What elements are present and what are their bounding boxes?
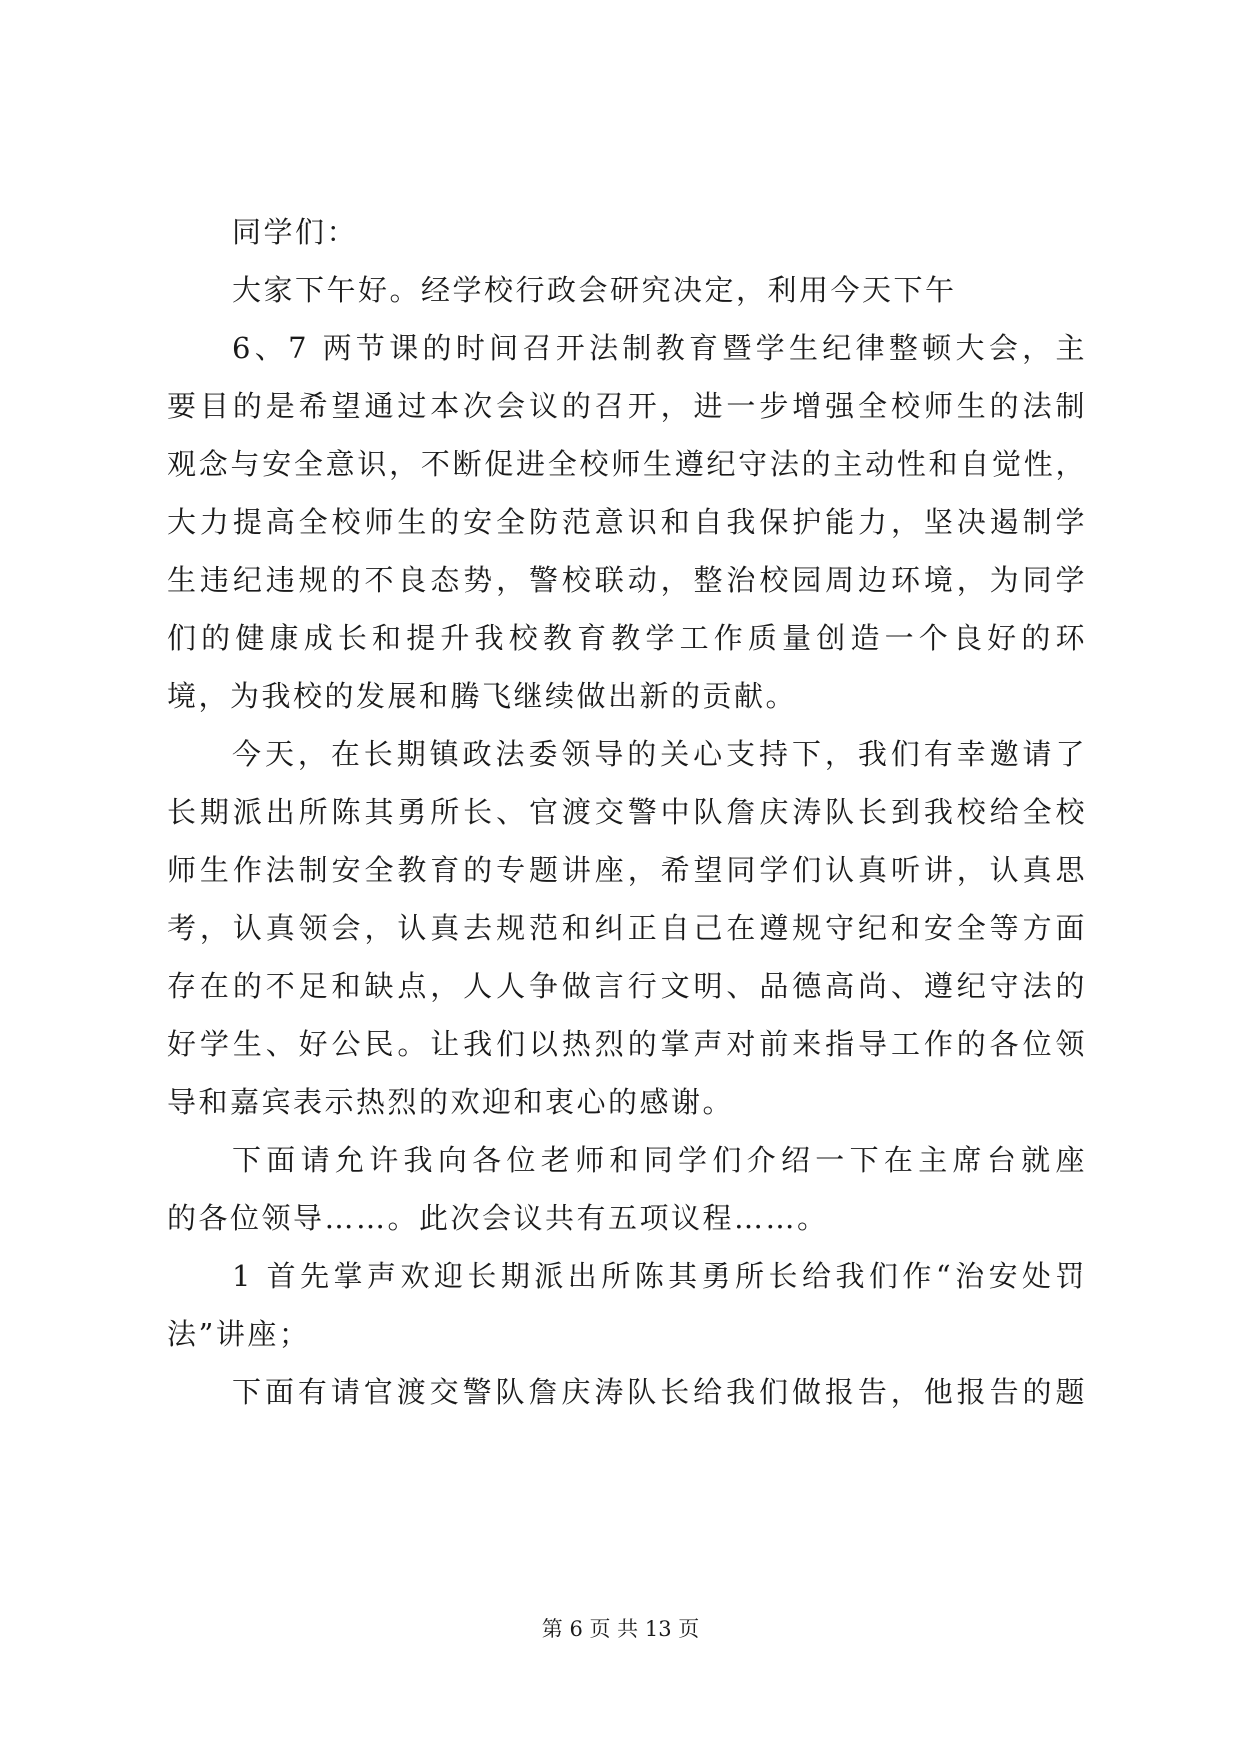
page-footer: 第 6 页 共 13 页 bbox=[541, 1617, 700, 1641]
text-line: 们的健康成长和提升我校教育教学工作质量创造一个良好的环 bbox=[167, 621, 1087, 655]
text-line: 观念与安全意识，不断促进全校师生遵纪守法的主动性和自觉性， bbox=[167, 447, 1087, 481]
text-line: 同学们： bbox=[232, 215, 359, 249]
text-line: 下面有请官渡交警队詹庆涛队长给我们做报告，他报告的题 bbox=[232, 1375, 1087, 1409]
text-line: 法”讲座； bbox=[167, 1317, 311, 1351]
text-line: 的各位领导……。此次会议共有五项议程……。 bbox=[167, 1201, 829, 1235]
text-line: 1 首先掌声欢迎长期派出所陈其勇所长给我们作“治安处罚 bbox=[232, 1259, 1087, 1293]
text-line: 下面请允许我向各位老师和同学们介绍一下在主席台就座 bbox=[232, 1143, 1087, 1177]
text-line: 生违纪违规的不良态势，警校联动，整治校园周边环境，为同学 bbox=[167, 563, 1087, 597]
text-line: 境，为我校的发展和腾飞继续做出新的贡献。 bbox=[167, 679, 798, 713]
text-line: 好学生、好公民。让我们以热烈的掌声对前来指导工作的各位领 bbox=[167, 1027, 1087, 1061]
text-line: 长期派出所陈其勇所长、官渡交警中队詹庆涛队长到我校给全校 bbox=[167, 795, 1087, 829]
text-line: 要目的是希望通过本次会议的召开，进一步增强全校师生的法制 bbox=[167, 389, 1087, 423]
text-line: 导和嘉宾表示热烈的欢迎和衷心的感谢。 bbox=[167, 1085, 735, 1119]
text-line: 大家下午好。经学校行政会研究决定，利用今天下午 bbox=[232, 273, 957, 307]
text-line: 考，认真领会，认真去规范和纠正自己在遵规守纪和安全等方面 bbox=[167, 911, 1087, 945]
text-line: 师生作法制安全教育的专题讲座，希望同学们认真听讲，认真思 bbox=[167, 853, 1087, 887]
text-line: 存在的不足和缺点，人人争做言行文明、品德高尚、遵纪守法的 bbox=[167, 969, 1087, 1003]
text-line: 6、7 两节课的时间召开法制教育暨学生纪律整顿大会，主 bbox=[232, 331, 1087, 365]
text-line: 大力提高全校师生的安全防范意识和自我保护能力，坚决遏制学 bbox=[167, 505, 1087, 539]
text-line: 今天，在长期镇政法委领导的关心支持下，我们有幸邀请了 bbox=[232, 737, 1087, 771]
